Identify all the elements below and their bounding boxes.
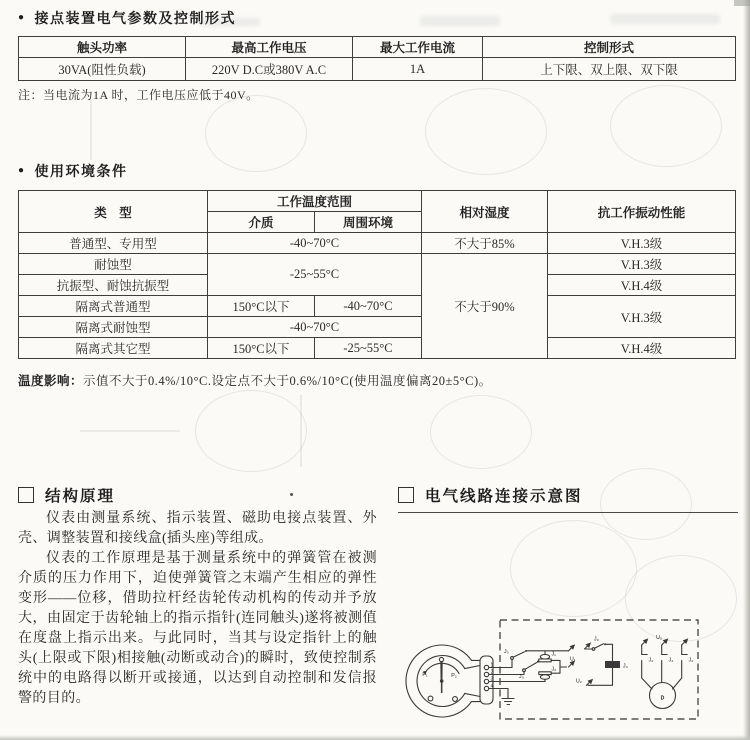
wiring-diagram-title: 电气线路连接示意图 bbox=[425, 488, 583, 505]
bleedthrough-smudge bbox=[420, 16, 500, 26]
terminal-block bbox=[484, 663, 493, 691]
col-header: 控制形式 bbox=[483, 37, 736, 58]
col-header-ambient: 周围环境 bbox=[315, 212, 422, 233]
section2-title: 使用环境条件 bbox=[34, 163, 128, 179]
scan-edge-bottom bbox=[0, 735, 750, 740]
relay-branch bbox=[576, 637, 628, 686]
note-label: 温度影响： bbox=[18, 374, 84, 388]
table-cell: -40~70°C bbox=[208, 317, 422, 338]
col-header-type: 类 型 bbox=[19, 191, 208, 233]
bullet-icon: ● bbox=[18, 164, 26, 176]
contact-switch-circuit bbox=[504, 644, 576, 681]
heading-rule bbox=[398, 512, 738, 513]
table-cell: 不大于85% bbox=[422, 233, 548, 254]
switch-label-j0b: J₀ bbox=[519, 674, 524, 680]
voltage-label-u3: U₃ bbox=[656, 635, 662, 641]
wiring-diagram-heading bbox=[398, 484, 583, 506]
bleedthrough-ghost bbox=[600, 468, 692, 540]
contact-label-jc1: J₄ bbox=[648, 657, 654, 664]
square-marker-icon bbox=[398, 487, 414, 503]
contact-label-jc2: J₄ bbox=[668, 657, 674, 664]
bleedthrough-smudge bbox=[610, 14, 720, 24]
bullet-icon: ● bbox=[18, 11, 26, 23]
structure-principle-title: 结构原理 bbox=[45, 488, 116, 505]
scan-edge-right bbox=[743, 0, 750, 740]
structure-principle-text bbox=[18, 509, 377, 709]
table-cell: 耐蚀型 bbox=[19, 254, 208, 275]
scan-speck bbox=[290, 493, 293, 496]
wiring-circuit-diagram bbox=[390, 597, 750, 739]
contact-label-j2: J₂ bbox=[551, 666, 557, 673]
bleedthrough-ghost bbox=[430, 395, 532, 469]
terminal-number: 2 bbox=[490, 669, 494, 676]
table-cell: 220V D.C或380V A.C bbox=[186, 58, 353, 81]
table-cell: 150°C以下 bbox=[208, 338, 315, 359]
bleedthrough-ghost bbox=[205, 95, 307, 172]
table-cell: -25~55°C bbox=[208, 254, 422, 296]
col-header-medium: 介质 bbox=[208, 212, 315, 233]
bleedthrough-line bbox=[80, 430, 180, 432]
structure-principle-heading bbox=[18, 484, 115, 506]
section2-heading bbox=[18, 161, 128, 181]
table-cell: 抗振型、耐蚀抗振型 bbox=[19, 275, 208, 296]
table-cell: -25~55°C bbox=[315, 338, 422, 359]
col-header-temp-range: 工作温度范围 bbox=[208, 191, 422, 212]
gauge-label-p2: P₂ bbox=[451, 673, 457, 679]
dashed-enclosure bbox=[500, 620, 698, 719]
table-cell: 上下限、双上限、双下限 bbox=[483, 58, 736, 81]
motor-label: D bbox=[660, 695, 665, 702]
bleedthrough-ghost bbox=[195, 390, 307, 472]
temperature-effect-note bbox=[18, 371, 492, 389]
table1-note: 注：当电流为1A 时，工作电压应低于40V。 bbox=[18, 88, 259, 102]
contact-label-jc3: J₄ bbox=[688, 657, 694, 664]
terminal-number: 4 bbox=[490, 683, 494, 690]
table-cell: 1A bbox=[353, 58, 483, 81]
section1-heading bbox=[18, 8, 236, 28]
paragraph: 仪表由测量系统、指示装置、磁助电接点装置、外壳、调整装置和接线盒(插头座)等组成。 bbox=[18, 511, 377, 546]
col-header-vibration: 抗工作振动性能 bbox=[548, 191, 736, 233]
table-cell: 隔离式普通型 bbox=[19, 296, 208, 317]
gauge-label-p1: P₁ bbox=[422, 672, 428, 678]
table-cell: -40~70°C bbox=[208, 233, 422, 254]
scan-corner-mark bbox=[734, 0, 750, 6]
contact-params-table bbox=[18, 36, 736, 81]
relay-label-j4: J₄ bbox=[623, 663, 628, 670]
table-cell: 普通型、专用型 bbox=[19, 233, 208, 254]
bleedthrough-line bbox=[300, 395, 302, 467]
col-header-humidity: 相对湿度 bbox=[422, 191, 548, 233]
col-header: 最高工作电压 bbox=[186, 37, 353, 58]
table-cell: 隔离式耐蚀型 bbox=[19, 317, 208, 338]
square-marker-icon bbox=[18, 487, 34, 503]
table-cell: V.H.3级 bbox=[548, 254, 736, 275]
table-cell: 隔离式其它型 bbox=[19, 338, 208, 359]
table-cell: V.H.3级 bbox=[548, 233, 736, 254]
table-cell: V.H.4级 bbox=[548, 338, 736, 359]
motor-circuit bbox=[642, 635, 694, 709]
environment-table bbox=[18, 190, 736, 359]
contact-label-j1: J₁ bbox=[551, 651, 556, 658]
switch-label-j3: J₃ bbox=[594, 636, 599, 643]
table-cell: 30VA(阻性负载) bbox=[19, 58, 186, 81]
paragraph: 仪表的工作原理是基于测量系统中的弹簧管在被测介质的压力作用下，迫使弹簧管之末端产生相应的弹性变形——位移，借助拉杆经齿轮传动机构的传动并予放大，由固定于齿轮轴上的指示指针(连同触头)遂将被测值在度盘上指示出来。与此同时，当其与设定指针上的触头(上限或下限)相接触(动断或动合)的瞬时，致使控制系统中的电路得以断开或接通，以达到自动控制和发信报警的目的。 bbox=[18, 551, 377, 706]
voltage-label-u2: U₂ bbox=[576, 678, 582, 685]
col-header: 触头功率 bbox=[19, 37, 186, 58]
table-cell: 不大于90% bbox=[422, 254, 548, 359]
table-cell: -40~70°C bbox=[315, 296, 422, 317]
bleedthrough-ghost bbox=[425, 88, 547, 175]
voltage-label-u1: U₁ bbox=[570, 656, 576, 663]
bleedthrough-line bbox=[90, 100, 92, 160]
terminal-number: 1 bbox=[490, 662, 494, 669]
bleedthrough-ghost bbox=[610, 85, 722, 167]
col-header: 最大工作电流 bbox=[353, 37, 483, 58]
terminal-wires bbox=[489, 660, 545, 699]
table-cell: 150°C以下 bbox=[208, 296, 315, 317]
pressure-gauge bbox=[406, 645, 493, 717]
terminal-number: 3 bbox=[490, 676, 494, 683]
switch-label-j0a: J₀ bbox=[504, 649, 509, 655]
section1-title: 接点装置电气参数及控制形式 bbox=[34, 10, 237, 26]
table-cell: V.H.3级 bbox=[548, 296, 736, 338]
note-text: 示值不大于0.4%/10°C.设定点不大于0.6%/10°C(使用温度偏离20±5°C)。 bbox=[83, 374, 492, 388]
table-cell: V.H.4级 bbox=[548, 275, 736, 296]
ground-icon bbox=[502, 699, 514, 705]
